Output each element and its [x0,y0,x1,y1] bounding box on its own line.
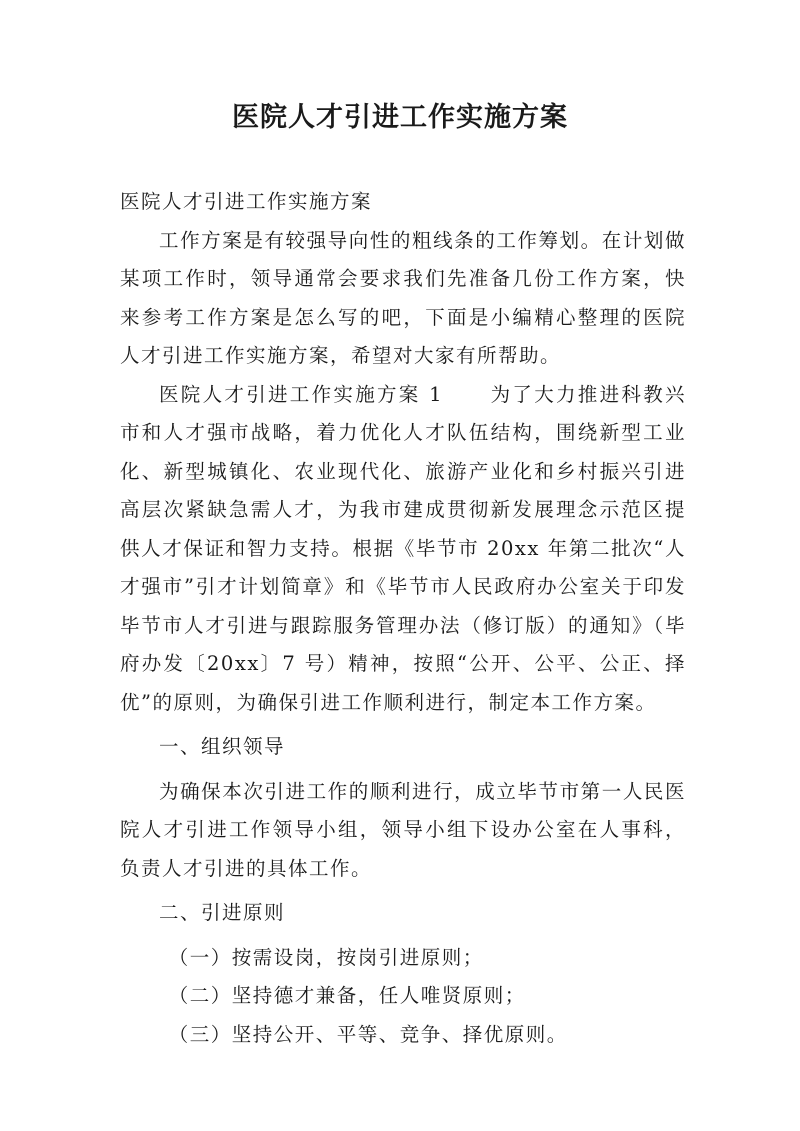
document-title: 医院人才引进工作实施方案 [232,102,568,133]
document-body [120,183,686,1054]
section-heading-principles: 二、引进原则 [159,901,286,924]
plan-heading: 医院人才引进工作实施方案 1 [159,382,443,406]
plan-text: 为了大力推进科教兴市和人才强市战略，着力优化人才队伍结构，围绕新型工业化、新型城镇化、农业现代化、旅游产业化和乡村振兴引进高层次紧缺急需人才，为我市建成贯彻新发展理念示范区提供人才保证和智力支持。根据《毕节市 20xx 年第二批次“人才强市”引才计划简章》和《毕节市人民政府办公室关于印发毕节市人才引进与跟踪服务管理办法（修订版）的通知》（毕府办发〔20xx〕7 号）精神，按照“公开、公平、公正、择优”的原则，为确保引进工作顺利进行，制定本工作方案。 [120,382,686,714]
intro-paragraph: 工作方案是有较强导向性的粗线条的工作筹划。在计划做某项工作时，领导通常会要求我们先准备几份工作方案，快来参考工作方案是怎么写的吧，下面是小编精心整理的医院人才引进工作实施方案，希望对大家有所帮助。 [120,228,686,367]
document-subtitle: 医院人才引进工作实施方案 [120,190,373,213]
principle-item: （二）坚持德才兼备，任人唯贤原则； [168,984,526,1007]
principle-item: （一）按需设岗，按岗引进原则； [168,945,484,969]
section-organization-text: 为确保本次引进工作的顺利进行，成立毕节市第一人民医院人才引进工作领导小组，领导小组下设办公室在人事科，负责人才引进的具体工作。 [120,779,686,880]
section-heading-organization: 一、组织领导 [159,735,286,758]
plan-paragraph [120,376,686,723]
principle-item: （三）坚持公开、平等、竞争、择优原则。 [168,1022,568,1046]
